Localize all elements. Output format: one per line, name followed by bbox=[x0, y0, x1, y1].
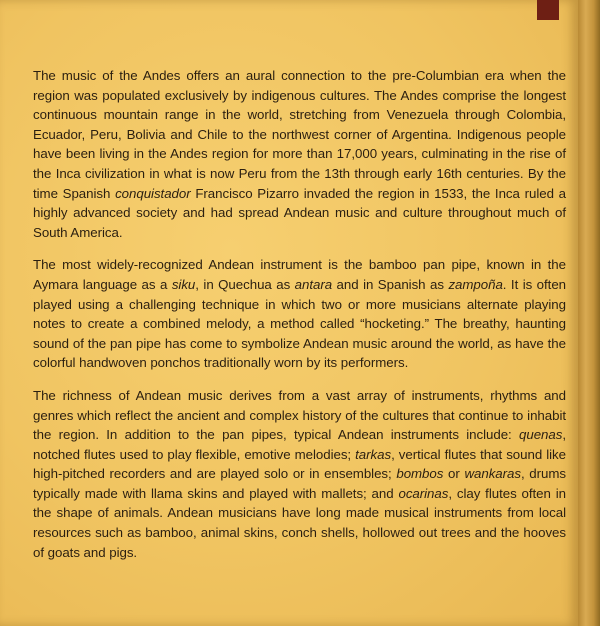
text-run: The music of the Andes offers an aural connection to the pre-Columbian era when the region was populated exclusively by indigenous cultures. The Andes comprise the longest continuous mountain range in the world, stretching from Venezuela through Colombia, Ecuador, Peru, Bolivia and Chile to the northwest corner of Argentina. Indigenous people have been living in the Andes region for more than 17,000 years, culminating in the rise of the Inca civilization in what is now Peru from the 13th through early 16th centuries. By the time Spanish bbox=[33, 68, 566, 201]
text-run: and in Spanish as bbox=[332, 276, 449, 292]
text-run: Francisco Pizarro invaded the region in 1533, the Inca ruled a highly advanced society and had spread Andean music and culture throughout much of South America. bbox=[33, 185, 566, 240]
text-run: or bbox=[443, 466, 465, 482]
italic-term: bombos bbox=[396, 466, 444, 482]
text-run: . It is often played using a challenging technique in which two or more musicians alternate playing notes to create a combined melody, a method called “hocketing.” The breathy, haunting sound of the pan pipe has come to symbolize Andean music around the world, as have the colorful handwoven ponchos traditionally worn by its performers. bbox=[33, 276, 567, 371]
italic-term: zampoña bbox=[448, 276, 503, 292]
paragraph-3 bbox=[33, 386, 566, 562]
text-run: , notched flutes used to play flexible, emotive melodies; bbox=[33, 427, 566, 462]
text-run: , in Quechua as bbox=[195, 276, 295, 292]
body-text bbox=[33, 66, 566, 575]
paragraph-1 bbox=[33, 66, 566, 242]
text-run: , vertical flutes that sound like high-pitched recorders and are played solo or in ensembles; bbox=[33, 446, 566, 482]
italic-term: siku bbox=[171, 276, 196, 292]
text-run: The most widely-recognized Andean instrument is the bamboo pan pipe, known in the Aymara language as a bbox=[33, 257, 566, 292]
italic-term: wankaras bbox=[464, 466, 521, 482]
text-run: The richness of Andean music derives from a vast array of instruments, rhythms and genres which reflect the ancient and complex history of the cultures that continue to inhabit the region. In addition to the pan pipes, typical Andean instruments include: bbox=[33, 387, 566, 443]
paragraph-2 bbox=[33, 255, 566, 373]
text-run: , drums typically made with llama skins and played with mallets; and bbox=[33, 466, 566, 501]
italic-term: conquistador bbox=[115, 185, 191, 201]
italic-term: tarkas bbox=[355, 446, 392, 462]
text-run: , clay flutes often in the shape of animals. Andean musicians have long made musical instruments from local resources such as bamboo, animal skins, conch shells, hollowed out trees and the hooves of goats and pigs. bbox=[33, 485, 566, 560]
corner-edge bbox=[537, 0, 559, 20]
italic-term: quenas bbox=[519, 427, 563, 443]
booklet-spine bbox=[578, 0, 600, 626]
italic-term: ocarinas bbox=[398, 485, 449, 501]
italic-term: antara bbox=[294, 276, 333, 292]
